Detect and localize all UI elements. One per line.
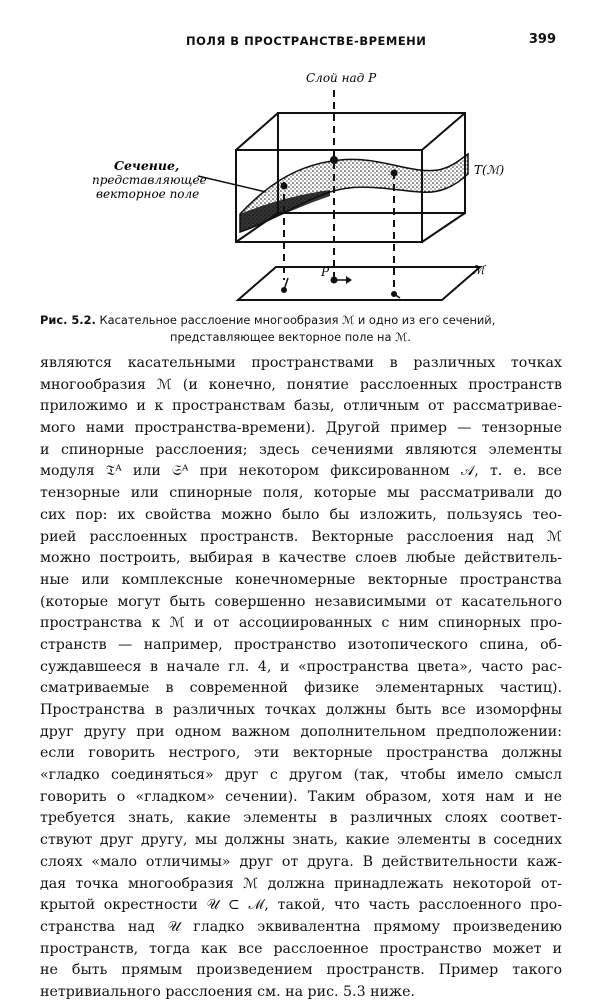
body-line: слоях «мало отличимы» друг от друга. В действительности каж-	[40, 853, 562, 870]
body-line: странства над 𝒰 гладко эквивалентна прямому произведению	[40, 918, 562, 935]
base-manifold-plane	[238, 267, 480, 300]
body-line: дая точка многообразия ℳ должна принадлежать некоторой от-	[40, 875, 562, 892]
label-section-line1: Сечение,	[114, 158, 180, 173]
label-fiber-over-p: Слой над P	[306, 71, 377, 85]
body-line: модуля 𝔗ᴬ или 𝔖ᴬ при некотором фиксированном 𝒜, т. е. все	[40, 463, 562, 480]
body-line: тензорные или спинорные поля, которые мы рассматривали до	[40, 485, 562, 502]
body-line: сматриваемые в современной физике элементарных частиц).	[40, 680, 562, 697]
body-line: крытой окрестности 𝒰 ⊂ ℳ, такой, что часть расслоенного про-	[40, 897, 562, 914]
figure-caption	[40, 312, 562, 346]
body-line: и спинорные расслоения; здесь сечениями являются элементы	[40, 441, 562, 458]
label-tangent-bundle: T(ℳ)	[474, 163, 505, 177]
body-line: странств — например, пространство изотопического спина, об-	[40, 636, 562, 653]
body-line: друг другу при одном важном дополнительном предположении:	[40, 723, 562, 740]
section-pointer-line	[198, 176, 266, 192]
page-header	[0, 34, 600, 56]
body-line: «гладко соединяться» друг с другом (так, чтобы имело смысл	[40, 767, 562, 784]
body-paragraph	[40, 353, 562, 1004]
body-line: сих пор: их свойства можно было бы изложить, пользуясь тео-	[40, 506, 562, 523]
section-point-p	[330, 156, 338, 164]
body-line: говорить о «гладком» сечении). Таким образом, хотя нам и не	[40, 788, 562, 805]
body-line: ствуют друг другу, мы должны знать, какие элементы в соседних	[40, 832, 562, 849]
body-line: нетривиального расслоения см. на рис. 5.3 ниже.	[40, 983, 415, 1000]
body-line: мого нами пространства-времени). Другой пример — тензорные	[40, 420, 562, 437]
body-line: не быть прямым произведением пространств. Пример такого	[40, 962, 562, 979]
body-line: можно построить, выбирая в качестве слоев любые действитель-	[40, 550, 562, 567]
body-line: многообразия ℳ (и конечно, понятие расслоенных пространств	[40, 376, 562, 393]
running-title: ПОЛЯ В ПРОСТРАНСТВЕ-ВРЕМЕНИ	[186, 34, 427, 48]
body-line: Пространства в различных точках должны быть все изоморфны	[40, 702, 562, 718]
figure-diagram	[40, 62, 560, 310]
body-line: ные или комплексные конечномерные векторные пространства	[40, 571, 562, 588]
page-number: 399	[528, 32, 556, 47]
section-point-left	[281, 183, 288, 190]
body-line: являются касательными пространствами в различных точках	[40, 355, 562, 371]
caption-line2: представляющее векторное поле на ℳ.	[170, 330, 411, 344]
body-line: требуется знать, какие элементы в различных слоях соответ-	[40, 810, 562, 827]
label-point-p: P	[321, 265, 330, 279]
label-manifold: ℳ	[472, 263, 485, 277]
figure-tangent-bundle	[40, 62, 560, 310]
section-point-right	[391, 170, 398, 177]
caption-number: Рис. 5.2.	[40, 313, 96, 327]
label-section-line2: представляющее	[92, 173, 207, 187]
body-line: пространства к ℳ и от ассоциированных с ним спинорных про-	[40, 615, 562, 632]
body-line: суждавшееся в начале гл. 4, и «пространства цвета», часто рас-	[40, 658, 562, 675]
section-surface	[240, 154, 468, 232]
body-line: пространств, тогда как все расслоенное пространство может и	[40, 940, 562, 957]
body-line: приложимо и к пространствам базы, отличным от рассматривае-	[40, 398, 562, 415]
body-line: если говорить нестрого, эти векторные пространства должны	[40, 745, 562, 762]
caption-text1: Касательное расслоение многообразия ℳ и одно из его сечений,	[99, 313, 496, 327]
caption-line1	[40, 312, 562, 329]
body-line: (которые могут быть совершенно независимыми от касательного	[40, 593, 562, 610]
label-section-line3: векторное поле	[96, 187, 200, 201]
body-line: рией расслоенных пространств. Векторные расслоения над ℳ	[40, 528, 562, 545]
